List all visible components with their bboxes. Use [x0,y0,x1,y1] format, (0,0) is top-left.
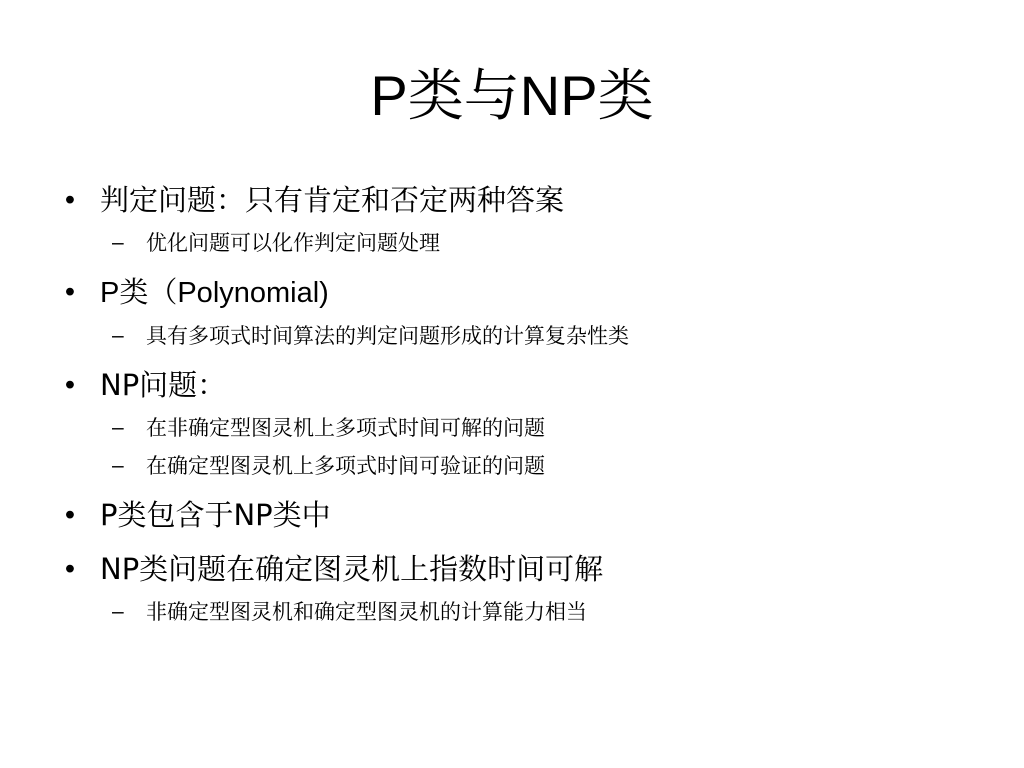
bullet-text: P类（Polynomial) [100,277,329,309]
dash-marker: – [112,231,124,254]
bullet-text: 判定问题：只有肯定和否定两种答案 [100,183,565,217]
bullet-list [60,176,980,631]
sub-text: 非确定型图灵机和确定型图灵机的计算能力相当 [146,600,587,624]
slide-title: P类与NP类 [370,64,654,127]
sub-item [60,593,980,631]
sub-text: 在确定型图灵机上多项式时间可验证的问题 [146,454,545,478]
dash-marker: – [112,324,124,347]
bullet-marker: • [64,369,76,401]
bullet-item [60,176,980,224]
sub-item [60,409,980,447]
sub-text: 在非确定型图灵机上多项式时间可解的问题 [146,416,545,440]
sub-text: 优化问题可以化作判定问题处理 [146,231,440,255]
dash-marker: – [112,454,124,477]
bullet-marker: • [64,499,76,531]
bullet-marker: • [64,184,76,216]
sub-item [60,317,980,355]
bullet-text: NP类问题在确定图灵机上指数时间可解 [100,552,604,586]
sub-text: 具有多项式时间算法的判定问题形成的计算复杂性类 [146,324,629,348]
bullet-marker: • [64,553,76,585]
bullet-item [60,545,980,593]
bullet-marker: • [64,276,76,308]
bullet-text: NP问题： [100,368,227,402]
bullet-item [60,361,980,409]
sub-item [60,224,980,262]
bullet-item [60,268,980,317]
bullet-item [60,491,980,539]
bullet-text: P类包含于NP类中 [100,498,331,532]
sub-item [60,447,980,485]
dash-marker: – [112,600,124,623]
dash-marker: – [112,416,124,439]
